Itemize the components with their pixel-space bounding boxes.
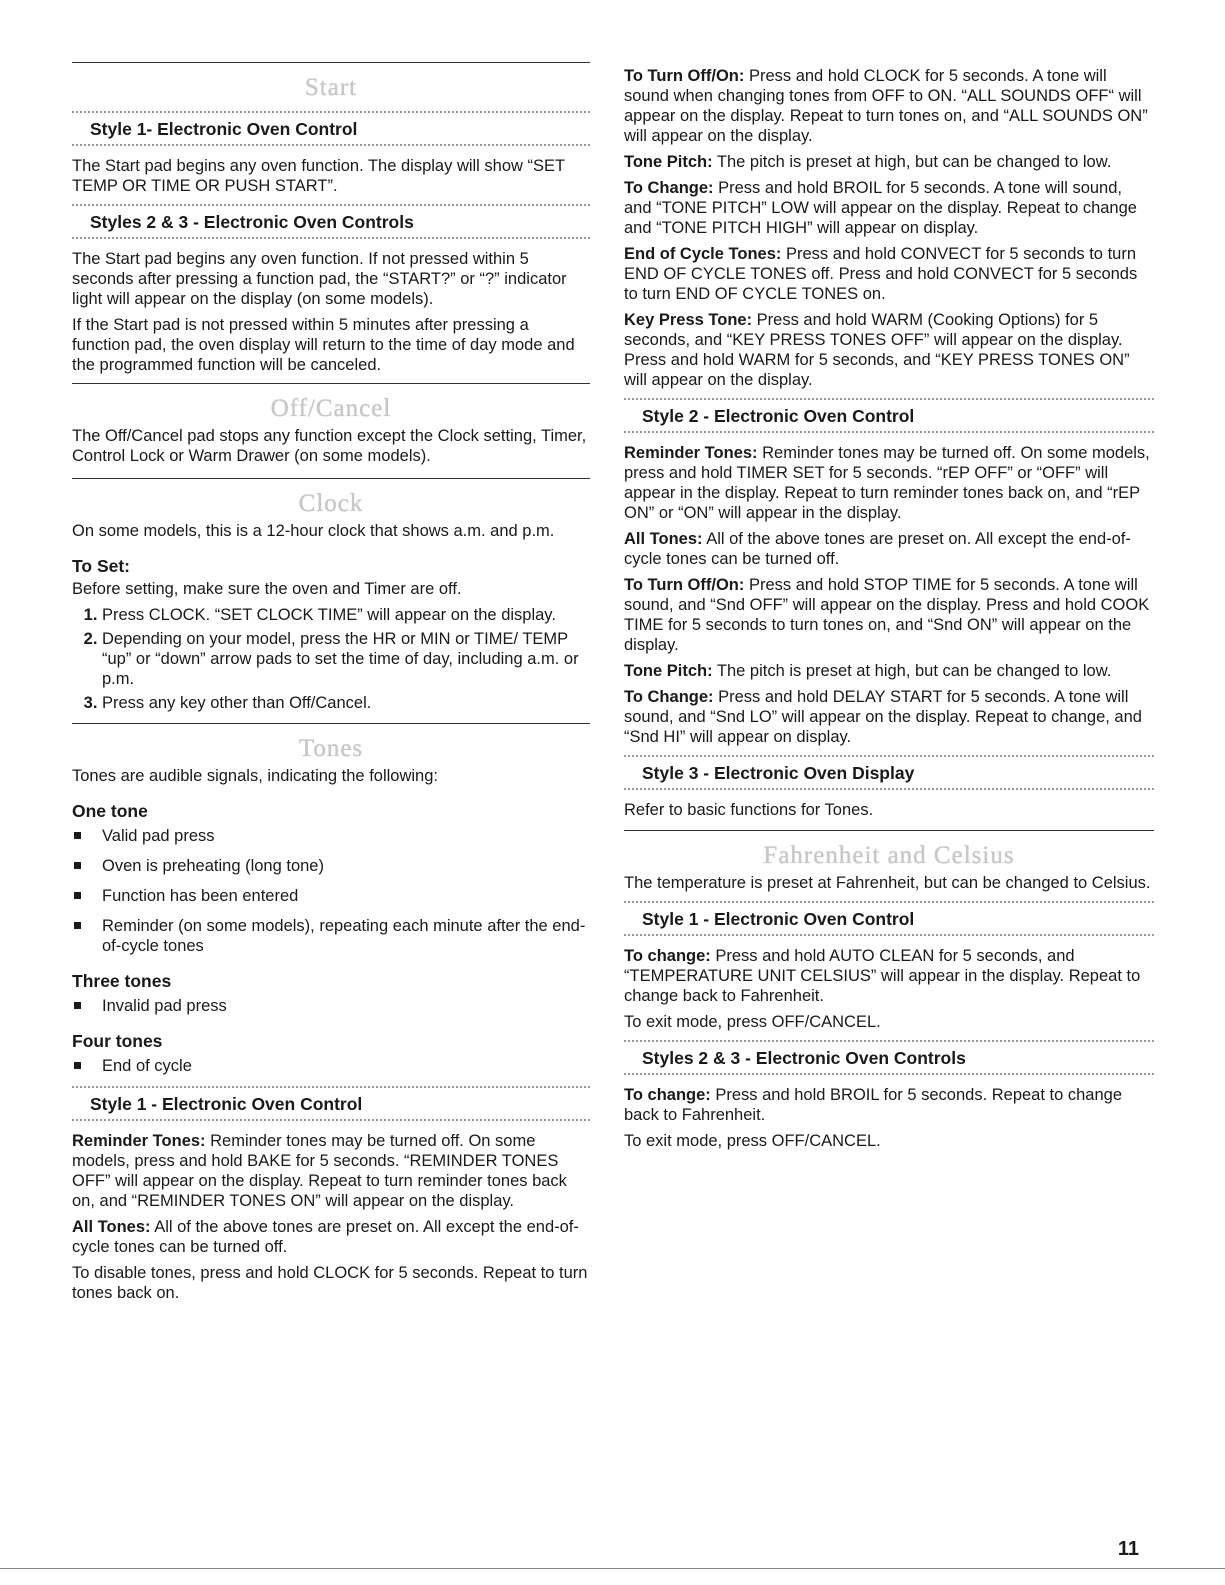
end-of-cycle-tones [624, 244, 1154, 304]
text: Press and hold CONVECT for 5 seconds to turn END OF CYCLE TONES off. Press and hold CONVECT for 5 seconds to turn END OF CYCLE TONES on. [624, 245, 1138, 303]
section-title-clock: Clock [298, 490, 364, 517]
text: Reminder tones may be turned off. On some models, press and hold BAKE for 5 seconds. “REMINDER TONES OFF” will appear on the display. Repeat to turn reminder tones back on, and “REMINDER TONES ON” will appear on the display. [72, 1132, 567, 1210]
subheading-style1-fc: Style 1 - Electronic Oven Control [624, 901, 1154, 936]
section-rule [72, 383, 590, 384]
label: To Change: [624, 179, 714, 197]
section-title-offcancel: Off/Cancel [270, 395, 392, 422]
style1-disable-tones: To disable tones, press and hold CLOCK for 5 seconds. Repeat to turn tones back on. [72, 1264, 588, 1302]
style2-reminder-tones [624, 443, 1154, 523]
to-change [624, 178, 1154, 238]
offcancel-text: The Off/Cancel pad stops any function except the Clock setting, Timer, Control Lock or Warm Drawer (on some models). [72, 427, 587, 465]
text: The pitch is preset at high, but can be changed to low. [712, 153, 1112, 171]
turn-off-on [624, 66, 1154, 146]
page-number: 11 [1117, 1538, 1139, 1560]
clock-before: Before setting, make sure the oven and Timer are off. [72, 580, 462, 598]
section-title-fahrenheit-celsius: Fahrenheit and Celsius [763, 842, 1015, 869]
start-style1-text: The Start pad begins any oven function. The display will show “SET TEMP OR TIME OR PUSH START”. [72, 157, 565, 195]
key-press-tone [624, 310, 1154, 390]
section-title-start: Start [304, 74, 358, 101]
label: All Tones: [72, 1218, 151, 1236]
list-item: Function has been entered [72, 886, 590, 906]
text: All of the above tones are preset on. All except the end-of-cycle tones can be turned off. [72, 1218, 579, 1256]
text: All of the above tones are preset on. All except the end-of-cycle tones can be turned off. [624, 530, 1131, 568]
style3-text: Refer to basic functions for Tones. [624, 801, 874, 819]
label: Tone Pitch: [624, 153, 713, 171]
label: To Change: [624, 688, 714, 706]
text: Press and hold AUTO CLEAN for 5 seconds, and “TEMPERATURE UNIT CELSIUS” will appear in the display. Repeat to change back to Fahrenheit. [624, 947, 1141, 1005]
label: All Tones: [624, 530, 703, 548]
start-style23-p2: If the Start pad is not pressed within 5 minutes after pressing a function pad, the oven display will return to the time of day mode and the programmed function will be canceled. [72, 316, 575, 374]
style1-all-tones [72, 1217, 590, 1257]
subheading-style23-fc: Styles 2 & 3 - Electronic Oven Controls [624, 1040, 1154, 1075]
one-tone-list [72, 826, 590, 956]
label: Tone Pitch: [624, 662, 713, 680]
section-rule [72, 62, 590, 63]
clock-intro: On some models, this is a 12-hour clock that shows a.m. and p.m. [72, 522, 555, 540]
text: Press and hold WARM (Cooking Options) for 5 seconds, and “KEY PRESS TONES OFF” will appear on the display. Press and hold WARM for 5 seconds, and “KEY PRESS TONES ON” will appear on the display. [624, 311, 1130, 389]
start-style23-p1: The Start pad begins any oven function. If not pressed within 5 seconds after pressing a function pad, the “START?” or “?” indicator light will appear on the display (on some models). [72, 250, 567, 308]
subheading-style1-tones: Style 1 - Electronic Oven Control [72, 1086, 590, 1121]
fc-style23-change [624, 1085, 1154, 1125]
left-column [72, 62, 590, 1309]
tones-intro: Tones are audible signals, indicating the following: [72, 767, 438, 785]
three-tones-heading: Three tones [72, 971, 172, 991]
style2-turn-off-on [624, 575, 1154, 655]
text: Press and hold CLOCK for 5 seconds. A tone will sound when changing tones from OFF to ON. “ALL SOUNDS OFF“ will appear on the display. Repeat to turn tones on, and “ALL SOUNDS ON” will appear on the display. [624, 67, 1148, 145]
list-item: End of cycle [72, 1056, 590, 1076]
four-tones-list [72, 1056, 590, 1076]
section-rule [72, 478, 590, 479]
list-item: Valid pad press [72, 826, 590, 846]
label: End of Cycle Tones: [624, 245, 782, 263]
fc-intro: The temperature is preset at Fahrenheit, but can be changed to Celsius. [624, 874, 1151, 892]
label: To Turn Off/On: [624, 576, 745, 594]
four-tones-heading: Four tones [72, 1031, 163, 1051]
section-rule [72, 723, 590, 724]
text: Press and hold DELAY START for 5 seconds. A tone will sound, and “Snd LO” will appear on the display. Repeat to change, and “Snd HI” will appear on display. [624, 688, 1142, 746]
fc-style1-exit: To exit mode, press OFF/CANCEL. [624, 1013, 881, 1031]
section-title-tones: Tones [298, 735, 364, 762]
label: To change: [624, 947, 711, 965]
text: Reminder tones may be turned off. On some models, press and hold TIMER SET for 5 seconds. “rEP OFF” or “OFF” will appear in the display. Repeat to turn reminder tones back on, and “rEP ON” or “ON” will appear in the display. [624, 444, 1150, 522]
clock-steps [72, 605, 590, 713]
label: Reminder Tones: [72, 1132, 206, 1150]
list-item: Oven is preheating (long tone) [72, 856, 590, 876]
three-tones-list [72, 996, 590, 1016]
style2-to-change [624, 687, 1154, 747]
section-rule [624, 830, 1154, 831]
page-edge-line [0, 1568, 1225, 1569]
text: The pitch is preset at high, but can be changed to low. [712, 662, 1112, 680]
style1-reminder-tones [72, 1131, 590, 1211]
one-tone-heading: One tone [72, 801, 148, 821]
fc-style1-change [624, 946, 1154, 1006]
list-item: Invalid pad press [72, 996, 590, 1016]
clock-to-set-heading: To Set: [72, 556, 131, 576]
style2-tone-pitch [624, 661, 1154, 681]
subheading-style1-start: Style 1- Electronic Oven Control [72, 111, 590, 146]
clock-step: 1. Press CLOCK. “SET CLOCK TIME” will appear on the display. [102, 605, 590, 625]
list-item: Reminder (on some models), repeating each minute after the end-of-cycle tones [72, 916, 590, 956]
label: To Turn Off/On: [624, 67, 745, 85]
label: Reminder Tones: [624, 444, 758, 462]
tone-pitch [624, 152, 1154, 172]
style2-all-tones [624, 529, 1154, 569]
right-column [624, 66, 1154, 1157]
label: To change: [624, 1086, 711, 1104]
text: Press and hold BROIL for 5 seconds. A tone will sound, and “TONE PITCH” LOW will appear on the display. Repeat to change and “TONE PITCH HIGH” will appear on display. [624, 179, 1137, 237]
clock-step: 3. Press any key other than Off/Cancel. [102, 693, 590, 713]
subheading-style2-tones: Style 2 - Electronic Oven Control [624, 398, 1154, 433]
subheading-style3-display: Style 3 - Electronic Oven Display [624, 755, 1154, 790]
clock-step: 2. Depending on your model, press the HR or MIN or TIME/ TEMP “up” or “down” arrow pads to set the time of day, including a.m. or p.m. [102, 629, 590, 689]
label: Key Press Tone: [624, 311, 753, 329]
text: Press and hold BROIL for 5 seconds. Repeat to change back to Fahrenheit. [624, 1086, 1123, 1124]
subheading-style23-start: Styles 2 & 3 - Electronic Oven Controls [72, 204, 590, 239]
fc-style23-exit: To exit mode, press OFF/CANCEL. [624, 1132, 881, 1150]
text: Press and hold STOP TIME for 5 seconds. A tone will sound, and “Snd OFF” will appear on the display. Press and hold COOK TIME for 5 seconds to turn tones on, and “Snd ON” will appear on the display. [624, 576, 1150, 654]
